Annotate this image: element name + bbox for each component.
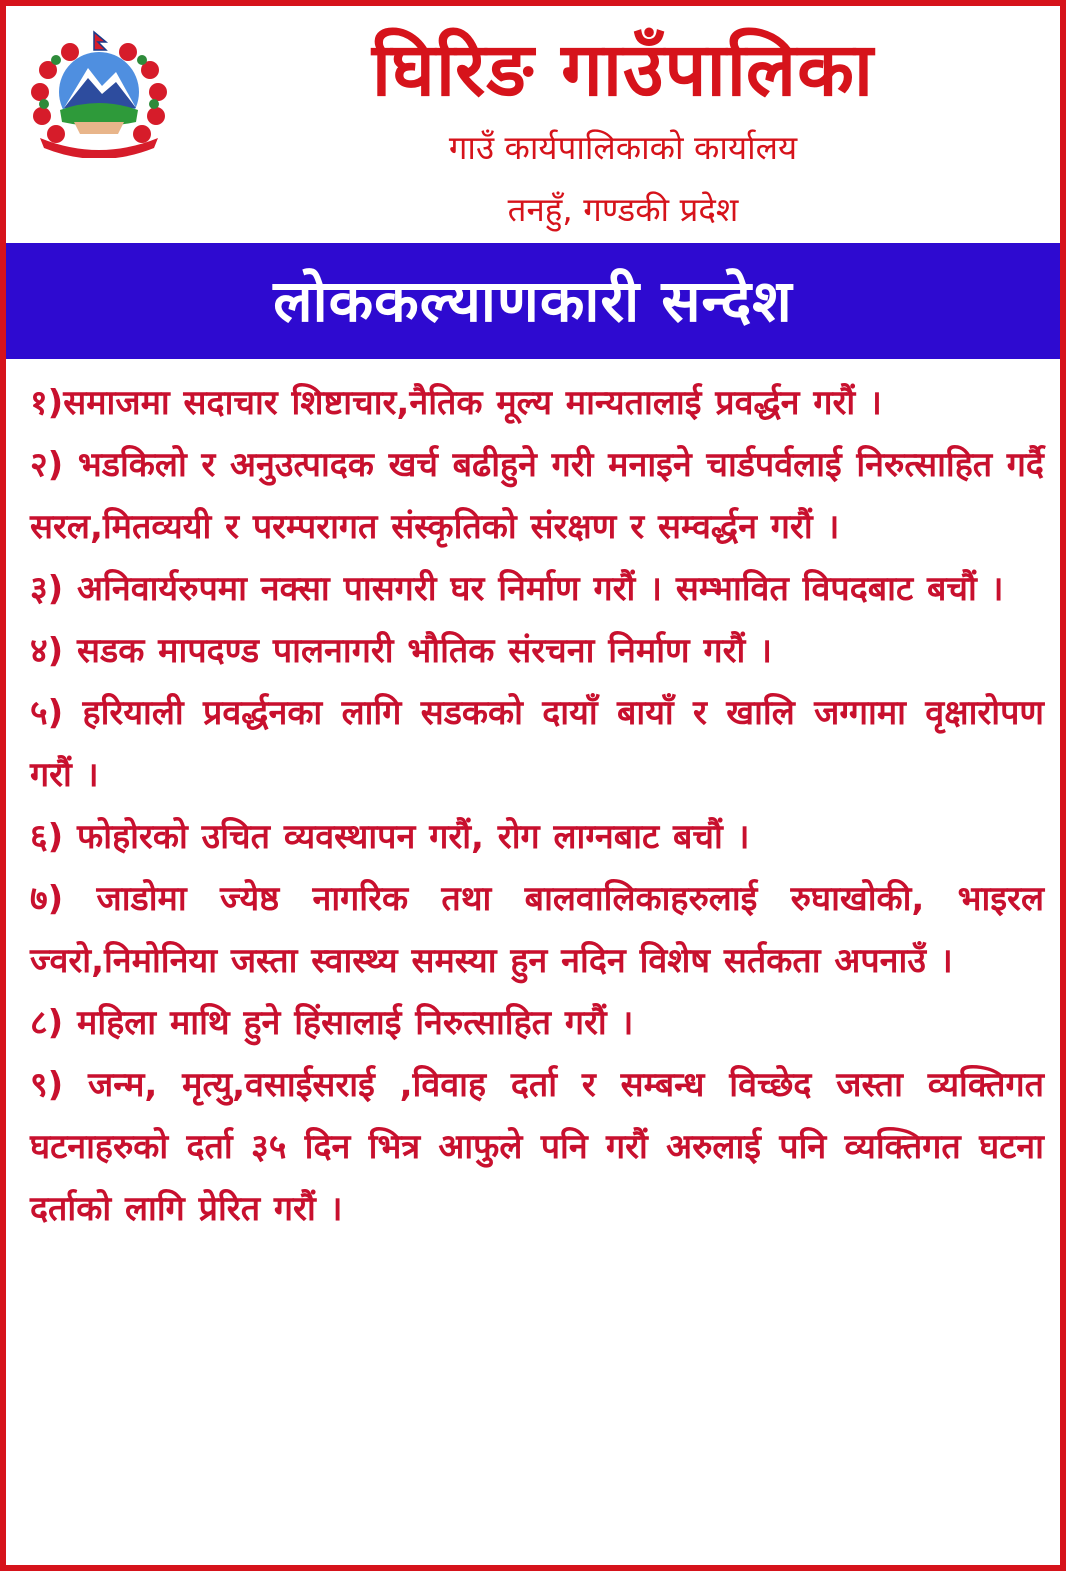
message-item: ३) अनिवार्यरुपमा नक्सा पासगरी घर निर्माण गरौं । सम्भावित विपदबाट बचौं ।: [30, 569, 1004, 609]
header: [6, 6, 1060, 242]
message-item: ८) महिला माथि हुने हिंसालाई निरुत्साहित गरौं ।: [30, 1003, 634, 1043]
message-item: ७) जाडोमा ज्येष्ठ नागरिक तथा बालवालिकाहरुलाई रुघाखोकी, भाइरल ज्वरो,निमोनिया जस्ता स्वास्थ्य समस्या हुन नदिन विशेष सर्तकता अपनाउँ ।: [30, 879, 1044, 981]
message-list: [30, 372, 1044, 1240]
message-item: ९) जन्म, मृत्यु,वसाईसराई ,विवाह दर्ता र सम्बन्ध विच्छेद जस्ता व्यक्तिगत घटनाहरुको दर्ता ३५ दिन भित्र आफुले पनि गरौं अरुलाई पनि व्यक्तिगत घटना दर्ताको लागि प्रेरित गरौं ।: [30, 1065, 1044, 1229]
message-banner: [6, 243, 1060, 359]
office-subtitle: गाउँ कार्यपालिकाको कार्यालय: [448, 128, 798, 167]
message-item: २) भडकिलो र अनुउत्पादक खर्च बढीहुने गरी मनाइने चार्डपर्वलाई निरुत्साहित गर्दै सरल,मितव्ययी र परम्परागत संस्कृतिको संरक्षण र सम्वर्द्धन गरौं ।: [30, 445, 1044, 547]
banner-title: लोककल्याणकारी सन्देश: [273, 267, 793, 335]
location-text: तनहुँ, गण्डकी प्रदेश: [507, 190, 739, 229]
nepal-emblem-icon: [26, 30, 172, 158]
message-item: १)समाजमा सदाचार शिष्टाचार,नैतिक मूल्य मान्यतालाई प्रवर्द्धन गरौं ।: [30, 383, 882, 423]
message-item: ४) सडक मापदण्ड पालनागरी भौतिक संरचना निर्माण गरौं ।: [30, 631, 773, 671]
municipality-title: घिरिङ गाउँपालिका: [371, 27, 875, 113]
message-item: ६) फोहोरको उचित व्यवस्थापन गरौं, रोग लाग्नबाट बचौं ।: [30, 817, 750, 857]
message-item: ५) हरियाली प्रवर्द्धनका लागि सडकको दायाँ बायाँ र खालि जग्गामा वृक्षारोपण गरौं ।: [30, 693, 1044, 795]
